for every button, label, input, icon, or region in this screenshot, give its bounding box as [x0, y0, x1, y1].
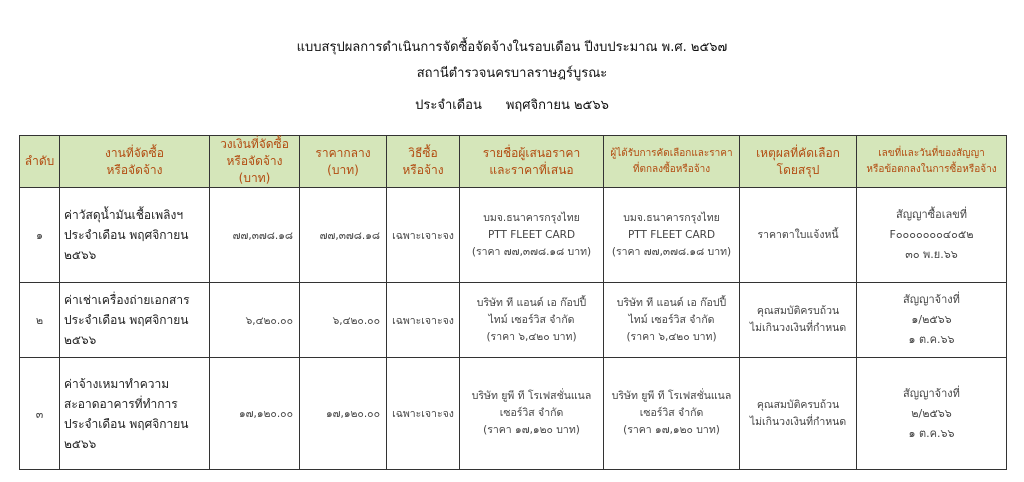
- col-header-seq: ลำดับ: [20, 136, 60, 188]
- row-reason: ราคาตาใบแจ้งหนี้: [740, 188, 857, 283]
- row-bidders: บมจ.ธนาคารกรุงไทย PTT FLEET CARD (ราคา ๗๗,๓๗๘.๑๘ บาท): [460, 188, 604, 283]
- col-header-work: งานที่จัดซื้อ หรือจัดจ้าง: [60, 136, 210, 188]
- row-budget: ๗๗,๓๗๘.๑๘: [210, 188, 300, 283]
- row-median-price: ๖,๔๒๐.๐๐: [300, 283, 387, 358]
- row-contract: สัญญาซื้อเลขที่ F๐๐๐๐๐๐๐๔๐๕๒ ๓๐ พ.ย.๖๖: [857, 188, 1007, 283]
- row-work: ค่าวัสดุน้ำมันเชื้อเพลิงฯ ประจำเดือน พฤศจิกายน ๒๕๖๖: [60, 188, 210, 283]
- table-row: [20, 188, 1007, 283]
- table-row: [20, 358, 1007, 470]
- row-selected: บริษัท ยูพี ที โรเฟสชั่นแนล เซอร์วิส จำกัด (ราคา ๑๗,๑๒๐ บาท): [604, 358, 740, 470]
- row-contract: สัญญาจ้างที่ ๒/๒๕๖๖ ๑ ต.ค.๖๖: [857, 358, 1007, 470]
- period-value: พฤศจิกายน ๒๕๖๖: [505, 98, 609, 113]
- report-period: [0, 94, 1024, 115]
- row-median-price: ๑๗,๑๒๐.๐๐: [300, 358, 387, 470]
- col-header-selected: ผู้ได้รับการคัดเลือกและราคา ที่ตกลงซื้อหรือจ้าง: [604, 136, 740, 188]
- row-bidders: บริษัท ยูพี ที โรเฟสชั่นแนล เซอร์วิส จำกัด (ราคา ๑๗,๑๒๐ บาท): [460, 358, 604, 470]
- row-budget: ๑๗,๑๒๐.๐๐: [210, 358, 300, 470]
- col-header-reason: เหตุผลที่คัดเลือก โดยสรุป: [740, 136, 857, 188]
- row-budget: ๖,๔๒๐.๐๐: [210, 283, 300, 358]
- col-header-contract: เลขที่และวันที่ของสัญญา หรือข้อตกลงในการซื้อหรือจ้าง: [857, 136, 1007, 188]
- row-bidders: บริษัท ที แอนด์ เอ ก๊อปปี้ ไทม์ เซอร์วิส จำกัด (ราคา ๖,๔๒๐ บาท): [460, 283, 604, 358]
- row-seq: ๑: [20, 188, 60, 283]
- row-median-price: ๗๗,๓๗๘.๑๘: [300, 188, 387, 283]
- table-row: [20, 283, 1007, 358]
- col-header-median-price: ราคากลาง (บาท): [300, 136, 387, 188]
- table-header-row: [20, 136, 1007, 188]
- station-name: สถานีตำรวจนครบาลราษฎร์บูรณะ: [416, 66, 608, 81]
- row-contract: สัญญาจ้างที่ ๑/๒๕๖๖ ๑ ต.ค.๖๖: [857, 283, 1007, 358]
- row-selected: บมจ.ธนาคารกรุงไทย PTT FLEET CARD (ราคา ๗๗,๓๗๘.๑๘ บาท): [604, 188, 740, 283]
- row-method: เฉพาะเจาะจง: [387, 358, 460, 470]
- document-title: แบบสรุปผลการดำเนินการจัดซื้อจัดจ้างในรอบเดือน ปีงบประมาณ พ.ศ. ๒๕๖๗: [296, 40, 728, 55]
- row-work: ค่าจ้างเหมาทำความ สะอาดอาคารที่ทำการ ประจำเดือน พฤศจิกายน ๒๕๖๖: [60, 358, 210, 470]
- row-seq: ๓: [20, 358, 60, 470]
- row-selected: บริษัท ที แอนด์ เอ ก๊อปปี้ ไทม์ เซอร์วิส จำกัด (ราคา ๖,๔๒๐ บาท): [604, 283, 740, 358]
- row-reason: คุณสมบัติครบถ้วน ไม่เกินวงเงินที่กำหนด: [740, 283, 857, 358]
- row-reason: คุณสมบัติครบถ้วน ไม่เกินวงเงินที่กำหนด: [740, 358, 857, 470]
- col-header-bidders: รายชื่อผู้เสนอราคา และราคาที่เสนอ: [460, 136, 604, 188]
- row-method: เฉพาะเจาะจง: [387, 188, 460, 283]
- procurement-table: [19, 135, 1007, 470]
- col-header-budget: วงเงินที่จัดซื้อ หรือจัดจ้าง (บาท): [210, 136, 300, 188]
- period-label: ประจำเดือน: [415, 98, 482, 113]
- row-method: เฉพาะเจาะจง: [387, 283, 460, 358]
- col-header-method: วิธีซื้อ หรือจ้าง: [387, 136, 460, 188]
- row-work: ค่าเช่าเครื่องถ่ายเอกสาร ประจำเดือน พฤศจิกายน ๒๕๖๖: [60, 283, 210, 358]
- row-seq: ๒: [20, 283, 60, 358]
